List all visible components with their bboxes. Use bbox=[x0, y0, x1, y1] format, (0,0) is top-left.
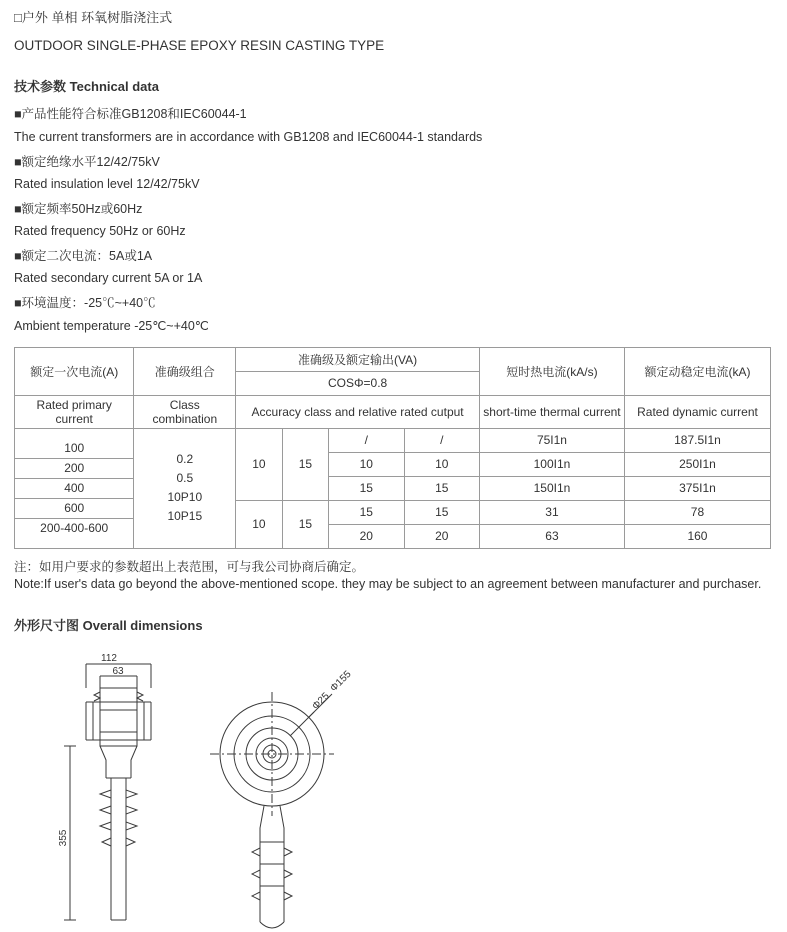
cell-thermal: 150I1n bbox=[479, 476, 624, 500]
spec-line: Rated frequency 50Hz or 60Hz bbox=[14, 224, 186, 239]
table-header-primary-current: 额定一次电流(A) bbox=[15, 347, 134, 395]
table-header-accuracy-en: Accuracy class and relative rated cutput bbox=[236, 395, 480, 428]
cell-10p10: 15 bbox=[329, 476, 404, 500]
table-header-dynamic-current-en: Rated dynamic current bbox=[624, 395, 770, 428]
technical-data-heading: 技术参数 Technical data bbox=[14, 79, 159, 95]
page-title-en: OUTDOOR SINGLE-PHASE EPOXY RESIN CASTING TYPE bbox=[14, 37, 385, 53]
spec-line: ■额定二次电流：5A或1A bbox=[14, 249, 153, 264]
spec-line: Rated secondary current 5A or 1A bbox=[14, 271, 203, 286]
dim-label-width-outer: 112 bbox=[101, 652, 117, 664]
cell-primary-current: 600 bbox=[14, 498, 134, 518]
cell-10p10: / bbox=[329, 428, 404, 452]
table-header-dynamic-current: 额定动稳定电流(kA) bbox=[624, 347, 770, 395]
cell-dynamic: 375I1n bbox=[624, 476, 770, 500]
cell-10p10: 20 bbox=[329, 524, 404, 548]
cell-thermal: 31 bbox=[479, 500, 624, 524]
table-header-accuracy-cos: COSΦ=0.8 bbox=[236, 371, 480, 395]
cell-thermal: 100I1n bbox=[479, 452, 624, 476]
table-header-class-combination: 准确级组合 bbox=[134, 347, 236, 395]
cell-primary-current: 400 bbox=[14, 478, 134, 498]
cell-accuracy-02: 10 bbox=[236, 500, 282, 548]
cell-dynamic: 78 bbox=[624, 500, 770, 524]
table-col-primary-values bbox=[15, 428, 134, 548]
table-header-thermal-current-en: short-time thermal current bbox=[479, 395, 624, 428]
table-header-primary-current-en: Rated primary current bbox=[15, 395, 134, 428]
spec-line: ■额定绝缘水平12/42/75kV bbox=[14, 154, 160, 169]
cell-10p15: 15 bbox=[404, 476, 479, 500]
cell-10p10: 15 bbox=[329, 500, 404, 524]
cell-class-combination bbox=[134, 428, 236, 548]
table-header-accuracy-title: 准确级及额定输出(VA) bbox=[236, 347, 480, 371]
class-item: 0.2 bbox=[176, 452, 194, 467]
specifications-table bbox=[14, 347, 771, 549]
spec-line: ■环境温度：-25℃~+40℃ bbox=[14, 296, 156, 311]
note-en: Note:If user's data go beyond the above-mentioned scope. they may be subject to an agreement between manufacturer and purchaser. bbox=[14, 576, 762, 591]
class-item: 10P10 bbox=[167, 490, 203, 505]
spec-line: ■产品性能符合标准GB1208和IEC60044-1 bbox=[14, 107, 247, 122]
cell-10p15: 10 bbox=[404, 452, 479, 476]
cell-dynamic: 187.5I1n bbox=[624, 428, 770, 452]
dimensions-heading: 外形尺寸图 Overall dimensions bbox=[14, 617, 203, 633]
spec-line: Ambient temperature -25℃~+40℃ bbox=[14, 318, 209, 333]
cell-primary-current: 200 bbox=[14, 458, 134, 478]
dim-label-width-inner: 63 bbox=[112, 665, 124, 677]
page-title-cn: □户外 单相 环氧树脂浇注式 bbox=[14, 10, 173, 25]
spec-line: The current transformers are in accordance with GB1208 and IEC60044-1 standards bbox=[14, 129, 483, 144]
dim-label-height: 355 bbox=[58, 829, 69, 847]
table-header-class-combination-en: Class combination bbox=[134, 395, 236, 428]
dim-label-diameter-inner: Φ25 bbox=[310, 690, 332, 712]
cell-10p15: / bbox=[404, 428, 479, 452]
overall-dimensions-drawing bbox=[14, 642, 771, 932]
cell-thermal: 75I1n bbox=[479, 428, 624, 452]
cell-10p15: 20 bbox=[404, 524, 479, 548]
class-item: 10P15 bbox=[167, 509, 203, 524]
class-item: 0.5 bbox=[176, 471, 194, 486]
cell-10p10: 10 bbox=[329, 452, 404, 476]
cell-dynamic: 160 bbox=[624, 524, 770, 548]
spec-line: Rated insulation level 12/42/75kV bbox=[14, 176, 200, 191]
cell-primary-current: 200-400-600 bbox=[14, 518, 134, 538]
cell-10p15: 15 bbox=[404, 500, 479, 524]
dimension-drawing-svg bbox=[14, 642, 771, 932]
cell-accuracy-02: 10 bbox=[236, 428, 282, 500]
cell-accuracy-05: 15 bbox=[282, 500, 328, 548]
cell-thermal: 63 bbox=[479, 524, 624, 548]
cell-accuracy-05: 15 bbox=[282, 428, 328, 500]
cell-dynamic: 250I1n bbox=[624, 452, 770, 476]
dim-label-diameter-outer: Φ155 bbox=[328, 668, 354, 694]
spec-line: ■额定频率50Hz或60Hz bbox=[14, 201, 143, 216]
cell-primary-current: 100 bbox=[64, 440, 85, 455]
table-header-thermal-current: 短时热电流(kA/s) bbox=[479, 347, 624, 395]
note-cn: 注：如用户要求的参数超出上表范围，可与我公司协商后确定。 bbox=[14, 559, 365, 574]
